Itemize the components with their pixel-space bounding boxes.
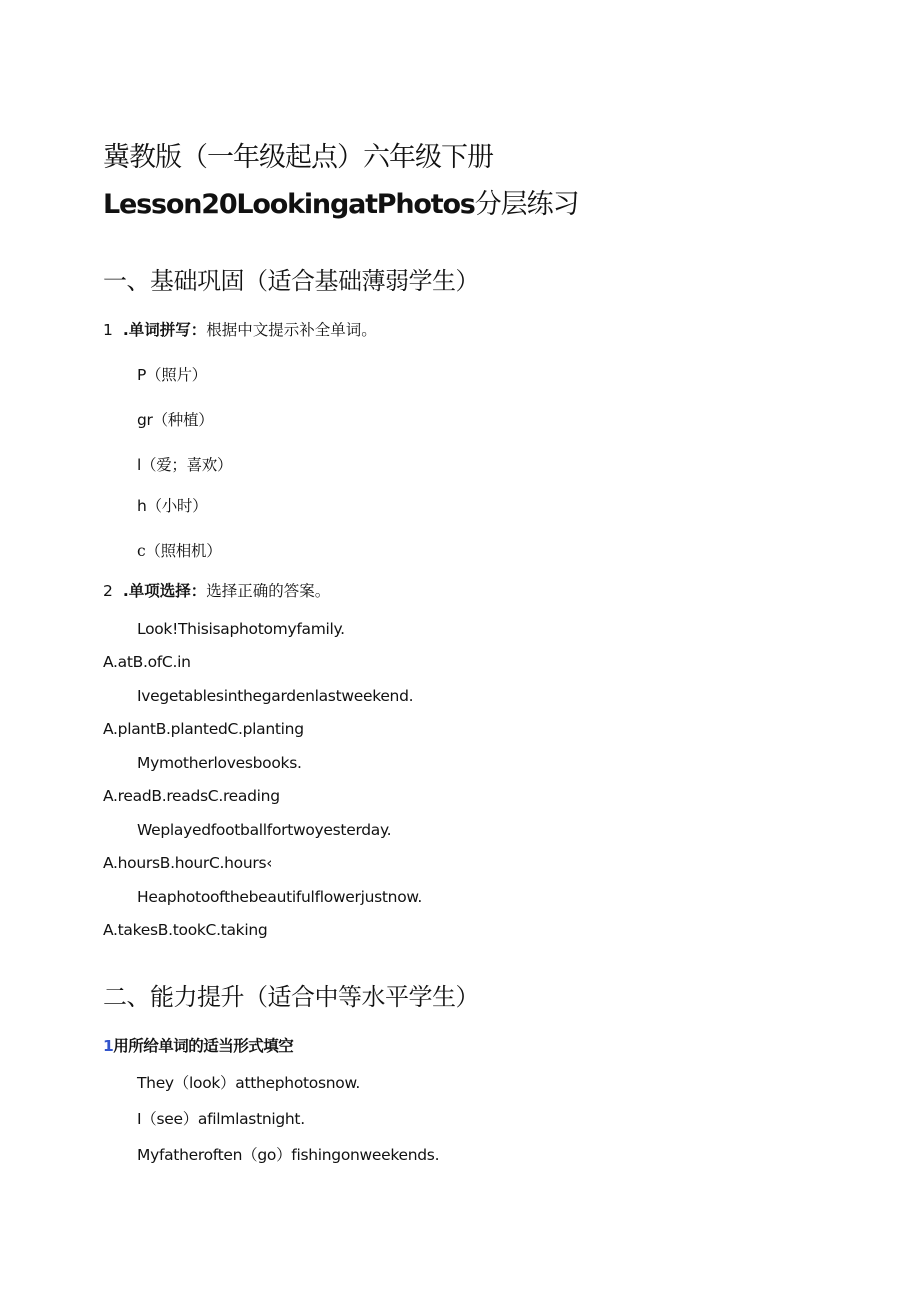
- choice-options: A.plantB.plantedC.planting: [103, 720, 304, 738]
- spelling-item: l（爱；喜欢）: [137, 456, 233, 474]
- question2-header: [103, 579, 330, 601]
- question-instruction: 选择正确的答案。: [206, 582, 331, 600]
- choice-stem: Weplayedfootballfortwoyesterday.: [137, 821, 392, 839]
- spelling-item-letter: c: [137, 542, 146, 560]
- choice-stem: Ivegetablesinthegardenlastweekend.: [137, 687, 414, 705]
- question-number: 1: [103, 321, 113, 339]
- question-number: 2: [103, 582, 113, 600]
- choice-options: A.readB.readsC.reading: [103, 787, 280, 805]
- document-title-line1: 冀教版（一年级起点）六年级下册: [103, 142, 493, 173]
- choice-stem: Heaphotoofthebeautifulflowerjustnow.: [137, 888, 422, 906]
- spelling-item-hint: （照相机）: [145, 542, 222, 560]
- question-instruction: 根据中文提示补全单词。: [206, 321, 377, 339]
- spelling-item: h（小时）: [137, 497, 208, 515]
- choice-stem: Mymotherlovesbooks.: [137, 754, 302, 772]
- choice-stem: Look!Thisisaphotomyfamily.: [137, 620, 345, 638]
- question-number: 1: [103, 1037, 114, 1055]
- choice-options: A.takesB.tookC.taking: [103, 921, 268, 939]
- question1-header: [103, 318, 377, 340]
- fill-blank-item: I（see）afilmlastnight.: [137, 1110, 305, 1128]
- document-title-line2: [103, 182, 579, 221]
- section2-question1-header: [103, 1034, 293, 1056]
- choice-options: A.atB.ofC.in: [103, 653, 191, 671]
- fill-blank-item: Myfatheroften（go）fishingonweekends.: [137, 1146, 440, 1164]
- lesson-title-english: Lesson20LookingatPhotos: [103, 189, 475, 220]
- question-label: .单项选择：: [122, 582, 207, 600]
- choice-options: A.hoursB.hourC.hours‹: [103, 854, 273, 872]
- fill-blank-item: They（look）atthephotosnow.: [137, 1074, 361, 1092]
- spelling-item: [137, 539, 221, 561]
- spelling-item: P（照片）: [137, 366, 207, 384]
- section2-heading: 二、能力提升（适合中等水平学生）: [103, 983, 479, 1011]
- section1-heading: 一、基础巩固（适合基础薄弱学生）: [103, 267, 479, 295]
- question-label: 用所给单词的适当形式填空: [113, 1037, 294, 1055]
- lesson-title-chinese: 分层练习: [474, 189, 579, 220]
- question-label: .单词拼写：: [122, 321, 207, 339]
- spelling-item: gr（种植）: [137, 411, 214, 429]
